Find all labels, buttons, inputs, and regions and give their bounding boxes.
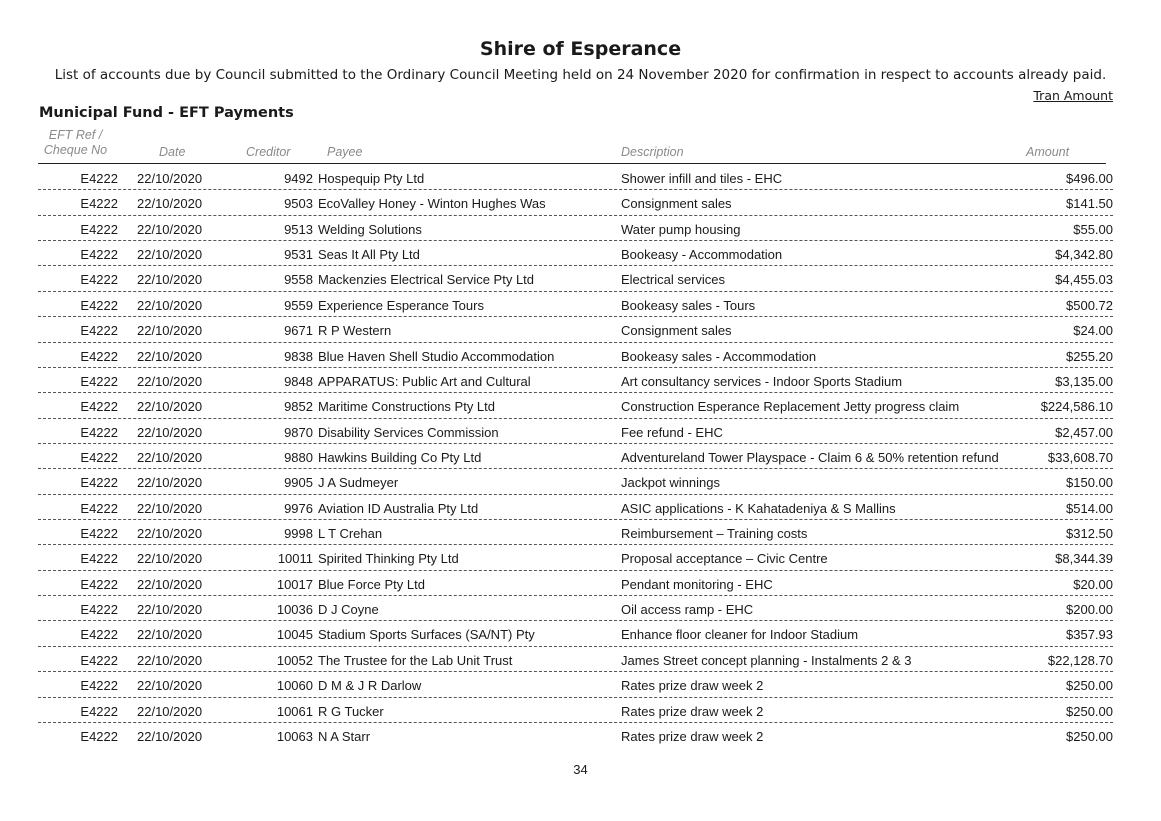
cell-payee: Spirited Thinking Pty Ltd: [318, 551, 459, 567]
table-row: [38, 723, 1113, 747]
table-row: [38, 393, 1113, 418]
table-row: [38, 419, 1113, 444]
cell-description: James Street concept planning - Instalments 2 & 3: [621, 652, 912, 668]
table-row: [38, 444, 1113, 469]
cell-ref: E4222: [80, 297, 118, 313]
cell-amount: $20.00: [1073, 576, 1113, 592]
tran-amount-label: Tran Amount: [1033, 88, 1113, 103]
cell-payee: R P Western: [318, 323, 392, 339]
cell-payee: Stadium Sports Surfaces (SA/NT) Pty: [318, 627, 535, 643]
cell-description: Jackpot winnings: [621, 475, 720, 491]
cell-amount: $22,128.70: [1047, 652, 1113, 668]
cell-date: 22/10/2020: [137, 171, 203, 186]
cell-date: 22/10/2020: [137, 678, 203, 694]
table-row: [38, 216, 1113, 241]
cell-date: 22/10/2020: [137, 221, 203, 237]
cell-ref: E4222: [80, 602, 118, 618]
cell-amount: $514.00: [1066, 500, 1113, 516]
cell-payee: R G Tucker: [318, 703, 384, 719]
table-row: [38, 520, 1113, 545]
cell-date: 22/10/2020: [137, 272, 203, 288]
table-row: [38, 672, 1113, 697]
cell-payee: Experience Esperance Tours: [318, 297, 484, 313]
cell-ref: E4222: [80, 728, 118, 744]
cell-payee: Welding Solutions: [318, 221, 422, 237]
cell-ref: E4222: [80, 526, 118, 542]
cell-creditor: 10063: [276, 728, 313, 744]
page-subtitle: List of accounts due by Council submitted to the Ordinary Council Meeting held on 24 November 2020 for confirmation in respect to accounts already paid.: [54, 67, 1107, 83]
table-row: [38, 545, 1113, 570]
cell-date: 22/10/2020: [137, 500, 203, 516]
table-row: [38, 495, 1113, 520]
cell-ref: E4222: [80, 348, 118, 364]
cell-amount: $500.72: [1066, 297, 1113, 313]
cell-ref: E4222: [80, 171, 118, 186]
table-header: [38, 128, 1106, 164]
cell-ref: E4222: [80, 399, 118, 415]
cell-description: Consignment sales: [621, 196, 732, 212]
cell-payee: Mackenzies Electrical Service Pty Ltd: [318, 272, 535, 288]
cell-amount: $4,455.03: [1055, 272, 1113, 288]
cell-amount: $3,135.00: [1055, 373, 1113, 389]
cell-amount: $55.00: [1073, 221, 1113, 237]
cell-payee: APPARATUS: Public Art and Cultural: [318, 373, 531, 389]
cell-date: 22/10/2020: [137, 728, 203, 744]
cell-amount: $250.00: [1066, 728, 1113, 744]
cell-creditor: 10045: [276, 627, 313, 643]
cell-payee: Hawkins Building Co Pty Ltd: [318, 449, 482, 465]
cell-description: Bookeasy sales - Tours: [621, 297, 756, 313]
cell-creditor: 10011: [277, 551, 313, 567]
cell-date: 22/10/2020: [137, 247, 203, 263]
table-row: [38, 292, 1113, 317]
page-title: Shire of Esperance: [479, 38, 682, 60]
cell-description: Proposal acceptance – Civic Centre: [621, 551, 828, 567]
cell-creditor: 9852: [284, 399, 313, 415]
cell-description: Bookeasy sales - Accommodation: [621, 348, 817, 364]
cell-description: ASIC applications - K Kahatadeniya & S Mallins: [621, 500, 896, 516]
cell-payee: N A Starr: [318, 728, 371, 744]
cell-creditor: 9513: [284, 221, 313, 237]
header-ref: [38, 128, 113, 158]
cell-creditor: 9559: [284, 297, 313, 313]
cell-description: Bookeasy - Accommodation: [621, 247, 783, 263]
header-amount: Amount: [1026, 145, 1070, 159]
cell-date: 22/10/2020: [137, 576, 203, 592]
table-row: [38, 596, 1113, 621]
cell-creditor: 10017: [276, 576, 313, 592]
cell-amount: $312.50: [1066, 526, 1113, 542]
cell-creditor: 9870: [284, 424, 313, 440]
cell-ref: E4222: [80, 652, 118, 668]
cell-ref: E4222: [80, 323, 118, 339]
cell-ref: E4222: [80, 475, 118, 491]
cell-description: Fee refund - EHC: [621, 424, 723, 440]
payments-table: [38, 165, 1113, 747]
cell-ref: E4222: [80, 221, 118, 237]
table-row: [38, 241, 1113, 266]
cell-amount: $224,586.10: [1040, 399, 1113, 415]
cell-payee: D M & J R Darlow: [318, 678, 422, 694]
cell-date: 22/10/2020: [137, 323, 203, 339]
cell-creditor: 10060: [276, 678, 313, 694]
cell-ref: E4222: [80, 196, 118, 212]
cell-ref: E4222: [80, 272, 118, 288]
cell-date: 22/10/2020: [137, 424, 203, 440]
table-row: [38, 698, 1113, 723]
cell-ref: E4222: [80, 449, 118, 465]
header-ref-line1: EFT Ref /: [48, 128, 103, 142]
cell-description: Rates prize draw week 2: [621, 678, 764, 694]
page-number: 34: [573, 762, 588, 777]
cell-amount: $24.00: [1073, 323, 1113, 339]
cell-payee: Seas It All Pty Ltd: [318, 247, 420, 263]
cell-description: Construction Esperance Replacement Jetty progress claim: [621, 399, 960, 415]
cell-amount: $496.00: [1066, 171, 1113, 186]
cell-amount: $200.00: [1066, 602, 1113, 618]
cell-description: Shower infill and tiles - EHC: [621, 171, 783, 186]
section-title: Municipal Fund - EFT Payments: [39, 105, 294, 121]
cell-payee: L T Crehan: [318, 526, 383, 542]
cell-payee: EcoValley Honey - Winton Hughes Was: [318, 196, 546, 212]
cell-description: Reimbursement – Training costs: [621, 526, 808, 542]
cell-date: 22/10/2020: [137, 297, 203, 313]
cell-amount: $4,342.80: [1055, 247, 1113, 263]
cell-date: 22/10/2020: [137, 449, 203, 465]
cell-amount: $250.00: [1066, 703, 1113, 719]
cell-creditor: 9848: [284, 373, 313, 389]
table-row: [38, 165, 1113, 190]
table-row: [38, 190, 1113, 215]
cell-ref: E4222: [80, 247, 118, 263]
table-row: [38, 469, 1113, 494]
cell-ref: E4222: [80, 576, 118, 592]
table-row: [38, 571, 1113, 596]
header-payee: Payee: [327, 145, 363, 159]
cell-payee: Hospequip Pty Ltd: [318, 171, 425, 186]
cell-date: 22/10/2020: [137, 551, 203, 567]
cell-creditor: 9998: [284, 526, 313, 542]
cell-amount: $150.00: [1066, 475, 1113, 491]
cell-creditor: 10036: [276, 602, 313, 618]
cell-payee: D J Coyne: [318, 602, 379, 618]
cell-date: 22/10/2020: [137, 602, 203, 618]
cell-payee: Aviation ID Australia Pty Ltd: [318, 500, 479, 516]
header-creditor: Creditor: [246, 145, 291, 159]
cell-amount: $33,608.70: [1047, 449, 1113, 465]
cell-ref: E4222: [80, 500, 118, 516]
cell-amount: $250.00: [1066, 678, 1113, 694]
table-row: [38, 317, 1113, 342]
cell-description: Oil access ramp - EHC: [621, 602, 754, 618]
cell-ref: E4222: [80, 373, 118, 389]
cell-description: Electrical services: [621, 272, 726, 288]
cell-date: 22/10/2020: [137, 652, 203, 668]
cell-creditor: 9671: [284, 323, 313, 339]
cell-description: Enhance floor cleaner for Indoor Stadium: [621, 627, 859, 643]
cell-ref: E4222: [80, 551, 118, 567]
cell-creditor: 10061: [276, 703, 313, 719]
cell-date: 22/10/2020: [137, 373, 203, 389]
table-row: [38, 266, 1113, 291]
cell-ref: E4222: [80, 424, 118, 440]
cell-amount: $2,457.00: [1055, 424, 1113, 440]
cell-description: Adventureland Tower Playspace - Claim 6 & 50% retention refund: [621, 449, 999, 465]
cell-creditor: 9976: [284, 500, 313, 516]
cell-date: 22/10/2020: [137, 526, 203, 542]
cell-creditor: 9492: [284, 171, 313, 186]
header-date: Date: [159, 145, 186, 159]
cell-payee: Blue Haven Shell Studio Accommodation: [318, 348, 555, 364]
cell-date: 22/10/2020: [137, 399, 203, 415]
cell-amount: $8,344.39: [1055, 551, 1113, 567]
table-row: [38, 368, 1113, 393]
cell-creditor: 9558: [284, 272, 313, 288]
table-row: [38, 343, 1113, 368]
cell-date: 22/10/2020: [137, 348, 203, 364]
cell-payee: J A Sudmeyer: [318, 475, 399, 491]
cell-ref: E4222: [80, 678, 118, 694]
cell-amount: $255.20: [1066, 348, 1113, 364]
cell-date: 22/10/2020: [137, 475, 203, 491]
table-row: [38, 647, 1113, 672]
cell-ref: E4222: [80, 627, 118, 643]
cell-description: Consignment sales: [621, 323, 732, 339]
cell-ref: E4222: [80, 703, 118, 719]
cell-description: Water pump housing: [621, 221, 741, 237]
cell-creditor: 9905: [284, 475, 313, 491]
cell-payee: The Trustee for the Lab Unit Trust: [318, 652, 513, 668]
header-ref-line2: Cheque No: [43, 143, 108, 157]
table-row: [38, 621, 1113, 646]
cell-payee: Disability Services Commission: [318, 424, 499, 440]
cell-date: 22/10/2020: [137, 196, 203, 212]
cell-description: Rates prize draw week 2: [621, 703, 764, 719]
cell-creditor: 9503: [284, 196, 313, 212]
cell-creditor: 9838: [284, 348, 313, 364]
cell-amount: $141.50: [1066, 196, 1113, 212]
cell-creditor: 9531: [284, 247, 313, 263]
cell-amount: $357.93: [1066, 627, 1113, 643]
cell-date: 22/10/2020: [137, 627, 203, 643]
cell-payee: Blue Force Pty Ltd: [318, 576, 425, 592]
cell-creditor: 10052: [276, 652, 313, 668]
cell-description: Pendant monitoring - EHC: [621, 576, 773, 592]
cell-payee: Maritime Constructions Pty Ltd: [318, 399, 496, 415]
cell-description: Art consultancy services - Indoor Sports Stadium: [621, 373, 903, 389]
cell-description: Rates prize draw week 2: [621, 728, 764, 744]
cell-creditor: 9880: [284, 449, 313, 465]
cell-date: 22/10/2020: [137, 703, 203, 719]
header-description: Description: [621, 145, 684, 159]
